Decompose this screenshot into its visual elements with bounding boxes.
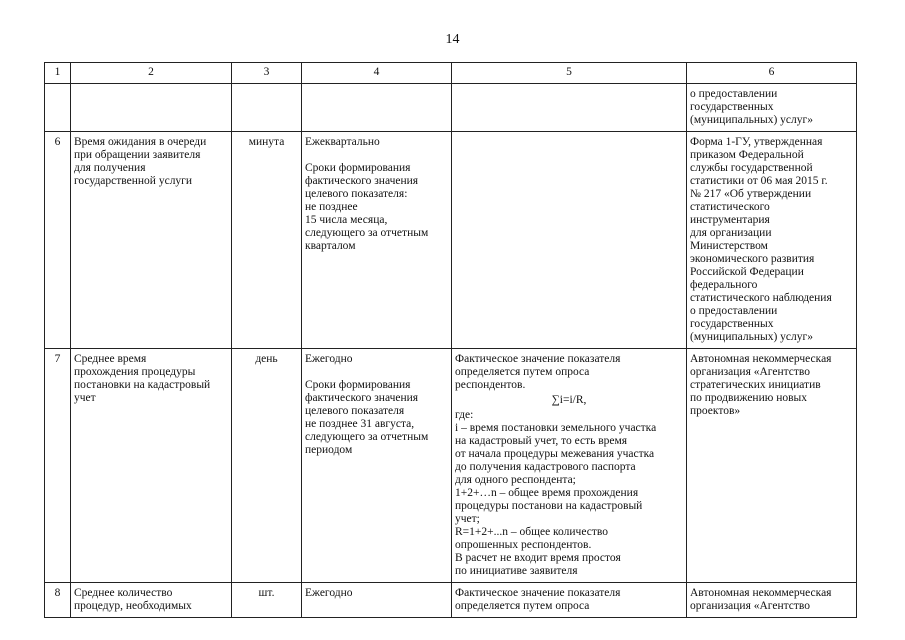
indicator-name-line: для получения (74, 162, 146, 174)
periodicity-line: Сроки формирования (305, 162, 411, 174)
source-line: стратегических инициатив (690, 379, 821, 391)
periodicity-head: Ежегодно (305, 587, 353, 599)
source-cell (687, 84, 857, 132)
empty-cell (45, 84, 71, 132)
periodicity-line: не позднее (305, 201, 358, 213)
periodicity-line: фактического значения (305, 392, 419, 404)
spacer (305, 366, 448, 379)
periodicity-line: кварталом (305, 240, 356, 252)
source-line: по продвижению новых (690, 392, 808, 404)
header-cell: 1 (45, 63, 71, 84)
periodicity-line: фактического значения (305, 175, 419, 187)
row-number (45, 132, 71, 349)
empty-cell (71, 84, 232, 132)
source-line: государственных (690, 101, 774, 113)
indicator-name (71, 132, 232, 349)
unit-cell (232, 349, 302, 583)
source-line: государственных (690, 318, 774, 330)
periodicity-line: Сроки формирования (305, 379, 411, 391)
method-line: на кадастровый учет, то есть время (455, 435, 628, 447)
source-cell (687, 583, 857, 618)
periodicity-line: целевого показателя: (305, 188, 408, 200)
source-line: (муниципальных) услуг» (690, 331, 813, 343)
method-line: определяется путем опроса (455, 366, 590, 378)
unit-text: минута (248, 136, 285, 148)
header-row (45, 63, 857, 84)
row-number (45, 583, 71, 618)
source-line: о предоставлении (690, 305, 778, 317)
indicator-name-line: при обращении заявителя (74, 149, 201, 161)
source-line: приказом Федеральной (690, 149, 804, 161)
method-line: учет; (455, 513, 480, 525)
periodicity-line: не позднее 31 августа, (305, 418, 415, 430)
indicator-name-line: процедур, необходимых (74, 600, 192, 612)
source-line: № 217 «Об утверждении (690, 188, 812, 200)
header-cell: 2 (71, 63, 232, 84)
source-line: проектов» (690, 405, 741, 417)
source-line: статистического (690, 201, 770, 213)
source-cell (687, 132, 857, 349)
method-line: Фактическое значение показателя (455, 353, 621, 365)
indicator-row (45, 132, 857, 349)
periodicity-cell (302, 349, 452, 583)
source-line: службы государственной (690, 162, 813, 174)
indicator-name (71, 349, 232, 583)
continued-row (45, 84, 857, 132)
method-line: i – время постановки земельного участка (455, 422, 657, 434)
periodicity-line: следующего за отчетным (305, 431, 429, 443)
method-line: R=1+2+...n – общее количество (455, 526, 608, 538)
method-line: В расчет не входит время простоя (455, 552, 621, 564)
source-line: Автономная некоммерческая (690, 587, 832, 599)
method-line: Фактическое значение показателя (455, 587, 621, 599)
unit-cell (232, 132, 302, 349)
source-line: организация «Агентство (690, 600, 811, 612)
empty-cell (302, 84, 452, 132)
source-line: статистики от 06 мая 2015 г. (690, 175, 828, 187)
spacer (305, 149, 448, 162)
indicator-name-line: Среднее количество (74, 587, 173, 599)
method-cell (452, 583, 687, 618)
method-cell (452, 132, 687, 349)
method-line: опрошенных респондентов. (455, 539, 592, 551)
method-line: по инициативе заявителя (455, 565, 578, 577)
source-line: Автономная некоммерческая (690, 353, 832, 365)
row-number-text: 7 (54, 353, 61, 365)
method-line: процедуры постанови на кадастровый (455, 500, 643, 512)
source-line: организация «Агентство (690, 366, 811, 378)
method-line: для одного респондента; (455, 474, 576, 486)
indicator-name (71, 583, 232, 618)
source-line: экономического развития (690, 253, 815, 265)
indicator-name-line: постановки на кадастровый (74, 379, 211, 391)
unit-cell (232, 583, 302, 618)
indicator-name-line: Среднее время (74, 353, 147, 365)
indicators-table (44, 62, 857, 618)
indicator-row (45, 349, 857, 583)
source-line: о предоставлении (690, 88, 778, 100)
method-line: где: (455, 409, 474, 421)
source-line: для организации (690, 227, 772, 239)
source-line: статистического наблюдения (690, 292, 832, 304)
method-line: до получения кадастрового паспорта (455, 461, 636, 473)
periodicity-line: 15 числа месяца, (305, 214, 388, 226)
indicator-name-line: учет (74, 392, 96, 404)
row-number (45, 349, 71, 583)
source-line: (муниципальных) услуг» (690, 114, 813, 126)
method-line: респондентов. (455, 379, 526, 391)
method-line: 1+2+…n – общее время прохождения (455, 487, 639, 499)
header-cell: 6 (687, 63, 857, 84)
header-cell: 3 (232, 63, 302, 84)
periodicity-line: целевого показателя (305, 405, 405, 417)
periodicity-cell (302, 583, 452, 618)
source-line: Министерством (690, 240, 768, 252)
source-cell (687, 349, 857, 583)
source-line: Российской Федерации (690, 266, 804, 278)
row-number-text: 6 (54, 136, 61, 148)
method-cell (452, 349, 687, 583)
indicator-row (45, 583, 857, 618)
periodicity-cell (302, 132, 452, 349)
indicator-name-line: Время ожидания в очереди (74, 136, 207, 148)
formula: ∑i=i/R, (551, 394, 587, 406)
periodicity-head: Ежеквартально (305, 136, 380, 148)
empty-cell (452, 84, 687, 132)
method-line: от начала процедуры межевания участка (455, 448, 655, 460)
indicator-name-line: государственной услуги (74, 175, 193, 187)
unit-text: день (255, 353, 278, 365)
header-cell: 5 (452, 63, 687, 84)
source-line: инструментария (690, 214, 770, 226)
page-number: 14 (445, 32, 460, 47)
periodicity-line: следующего за отчетным (305, 227, 429, 239)
row-number-text: 8 (54, 587, 61, 599)
periodicity-head: Ежегодно (305, 353, 353, 365)
source-line: федерального (690, 279, 758, 291)
header-cell: 4 (302, 63, 452, 84)
method-line: определяется путем опроса (455, 600, 590, 612)
empty-cell (232, 84, 302, 132)
source-line: Форма 1-ГУ, утвержденная (690, 136, 823, 148)
periodicity-line: периодом (305, 444, 353, 456)
indicator-name-line: прохождения процедуры (74, 366, 196, 378)
unit-text: шт. (258, 587, 275, 599)
